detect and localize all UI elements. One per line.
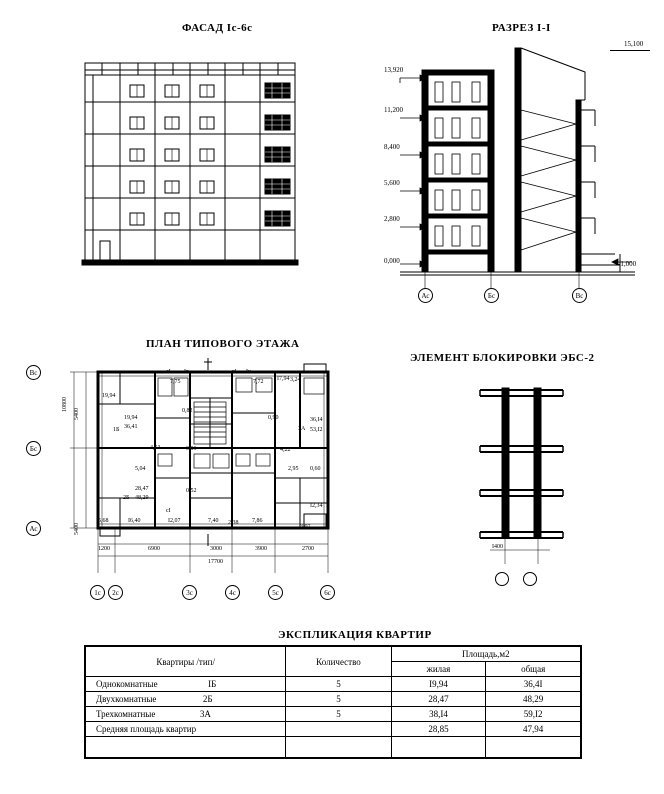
room-label: 0,82 — [182, 408, 193, 414]
row-name: Трехкомнатные — [96, 709, 156, 719]
plan-title: ПЛАН ТИПОВОГО ЭТАЖА — [146, 338, 300, 350]
plan-dim-left: 10800 — [62, 397, 68, 412]
room-label: 28,47 — [135, 486, 149, 492]
level-mark: 5,600 — [384, 179, 400, 187]
cell-empty — [286, 737, 391, 759]
plan-dim-total: 17700 — [208, 559, 223, 565]
level-mark: 2,800 — [384, 215, 400, 223]
axis-bubble: 3с — [182, 585, 197, 600]
room-label: 7,72 — [253, 379, 264, 385]
row-type: 2Б — [202, 694, 213, 704]
table-row — [85, 677, 581, 692]
room-label: 4,22 — [280, 447, 291, 453]
room-label: 0,90 — [268, 415, 279, 421]
axis-bubble: 4с — [225, 585, 240, 600]
table-row — [85, 692, 581, 707]
header-total: общая — [486, 662, 581, 677]
room-label: Iк — [246, 369, 251, 375]
plan-dim-bottom: 6900 — [148, 546, 160, 552]
room-label: 1Б — [113, 427, 120, 433]
axis-bubble: Бс — [26, 441, 41, 456]
axis-bubble: 6с — [320, 585, 335, 600]
level-mark: 15,100 — [624, 40, 644, 48]
plan-dim-bottom: 1200 — [98, 546, 110, 552]
room-label: гI — [232, 369, 237, 375]
facade-title: ФАСАД Iс-6с — [182, 22, 253, 34]
room-label: 19,94 — [124, 415, 138, 421]
axis-bubble: 2с — [108, 585, 123, 600]
axis-bubble: 1с — [90, 585, 105, 600]
cell-name — [85, 707, 286, 722]
header-living: жилая — [391, 662, 486, 677]
axis-bubble: Ас — [26, 521, 41, 536]
room-label: 3,24 — [290, 377, 301, 383]
cell-living: I9,94 — [391, 677, 486, 692]
section-title: РАЗРЕЗ I-I — [492, 22, 551, 34]
row-name: Двухкомнатные — [96, 694, 157, 704]
room-label: 48,29 — [135, 495, 149, 501]
axis-bubble — [523, 572, 537, 586]
cell-qty — [286, 722, 391, 737]
room-label: 2Б — [123, 495, 130, 501]
room-label: 7,75 — [170, 379, 181, 385]
room-label: 0,81 — [186, 446, 197, 452]
room-label: 53,I2 — [310, 427, 323, 433]
level-mark: 13,920 — [384, 66, 404, 74]
room-label: I7,94 — [277, 376, 290, 382]
table-row — [85, 722, 581, 737]
header-area-group: Площадь,м2 — [391, 646, 581, 662]
cell-total: 48,29 — [486, 692, 581, 707]
room-label: 7,40 — [208, 518, 219, 524]
blocking-title: ЭЛЕМЕНТ БЛОКИРОВКИ ЭБС-2 — [410, 352, 595, 364]
room-label: I2,34 — [310, 503, 323, 509]
room-label: 36,41 — [124, 424, 138, 430]
plan-dim-bottom: 3000 — [210, 546, 222, 552]
cell-total: 47,94 — [486, 722, 581, 737]
room-label: 36,I4 — [310, 417, 323, 423]
level-mark: 8,400 — [384, 143, 400, 151]
room-label: Iг — [184, 369, 189, 375]
table-row — [85, 707, 581, 722]
axis-bubble: Ас — [418, 288, 433, 303]
header-quantity: Количество — [286, 646, 391, 677]
cell-name — [85, 677, 286, 692]
room-label: 5,04 — [135, 466, 146, 472]
cell-name — [85, 692, 286, 707]
cell-empty — [486, 737, 581, 759]
axis-bubble: Вс — [572, 288, 587, 303]
room-label: 0,52 — [186, 488, 197, 494]
cell-total: 59,I2 — [486, 707, 581, 722]
explication-title: ЭКСПЛИКАЦИЯ КВАРТИР — [278, 629, 432, 641]
row-type: 3А — [199, 709, 211, 719]
room-label: сI — [166, 508, 171, 514]
cell-empty — [391, 737, 486, 759]
cell-living: 38,I4 — [391, 707, 486, 722]
axis-bubble: 5с — [268, 585, 283, 600]
plan-dim-left: 5400 — [74, 523, 80, 535]
room-label: 7,86 — [252, 518, 263, 524]
axis-bubble: Вс — [26, 365, 41, 380]
blocking-dim: I400 — [492, 544, 503, 550]
room-label: 0,60 — [310, 466, 321, 472]
axis-bubble: Бс — [484, 288, 499, 303]
header-apartments: Квартиры /тип/ — [85, 646, 286, 677]
plan-dim-left: 5400 — [74, 408, 80, 420]
axis-bubble — [495, 572, 509, 586]
explication-table — [84, 645, 582, 759]
room-label: 4,53 — [150, 445, 161, 451]
room-label: 5,68 — [98, 518, 109, 524]
plan-dim-bottom: 3900 — [255, 546, 267, 552]
room-label: I6,40 — [128, 518, 141, 524]
level-mark: 0,000 — [384, 257, 400, 265]
cell-qty: 5 — [286, 692, 391, 707]
cell-living: 28,47 — [391, 692, 486, 707]
table-row-spacer — [85, 737, 581, 759]
cell-qty: 5 — [286, 677, 391, 692]
room-label: 3А — [298, 426, 306, 432]
row-type: IБ — [208, 679, 217, 689]
room-label: 3,07 — [300, 524, 311, 530]
room-label: I2,07 — [168, 518, 181, 524]
plan-dim-bottom: 2700 — [302, 546, 314, 552]
room-label: 19,94 — [102, 393, 116, 399]
row-name: Однокомнатные — [96, 679, 158, 689]
room-label: 2,95 — [288, 466, 299, 472]
cell-qty: 5 — [286, 707, 391, 722]
room-label: 2,38 — [228, 520, 239, 526]
level-mark: -1,000 — [618, 260, 637, 268]
room-label: сI — [166, 369, 171, 375]
table-header-row — [85, 646, 581, 662]
cell-name: Средняя площадь квартир — [85, 722, 286, 737]
cell-empty — [85, 737, 286, 759]
level-mark: 11,200 — [384, 106, 403, 114]
cell-total: 36,4I — [486, 677, 581, 692]
cell-living: 28,85 — [391, 722, 486, 737]
